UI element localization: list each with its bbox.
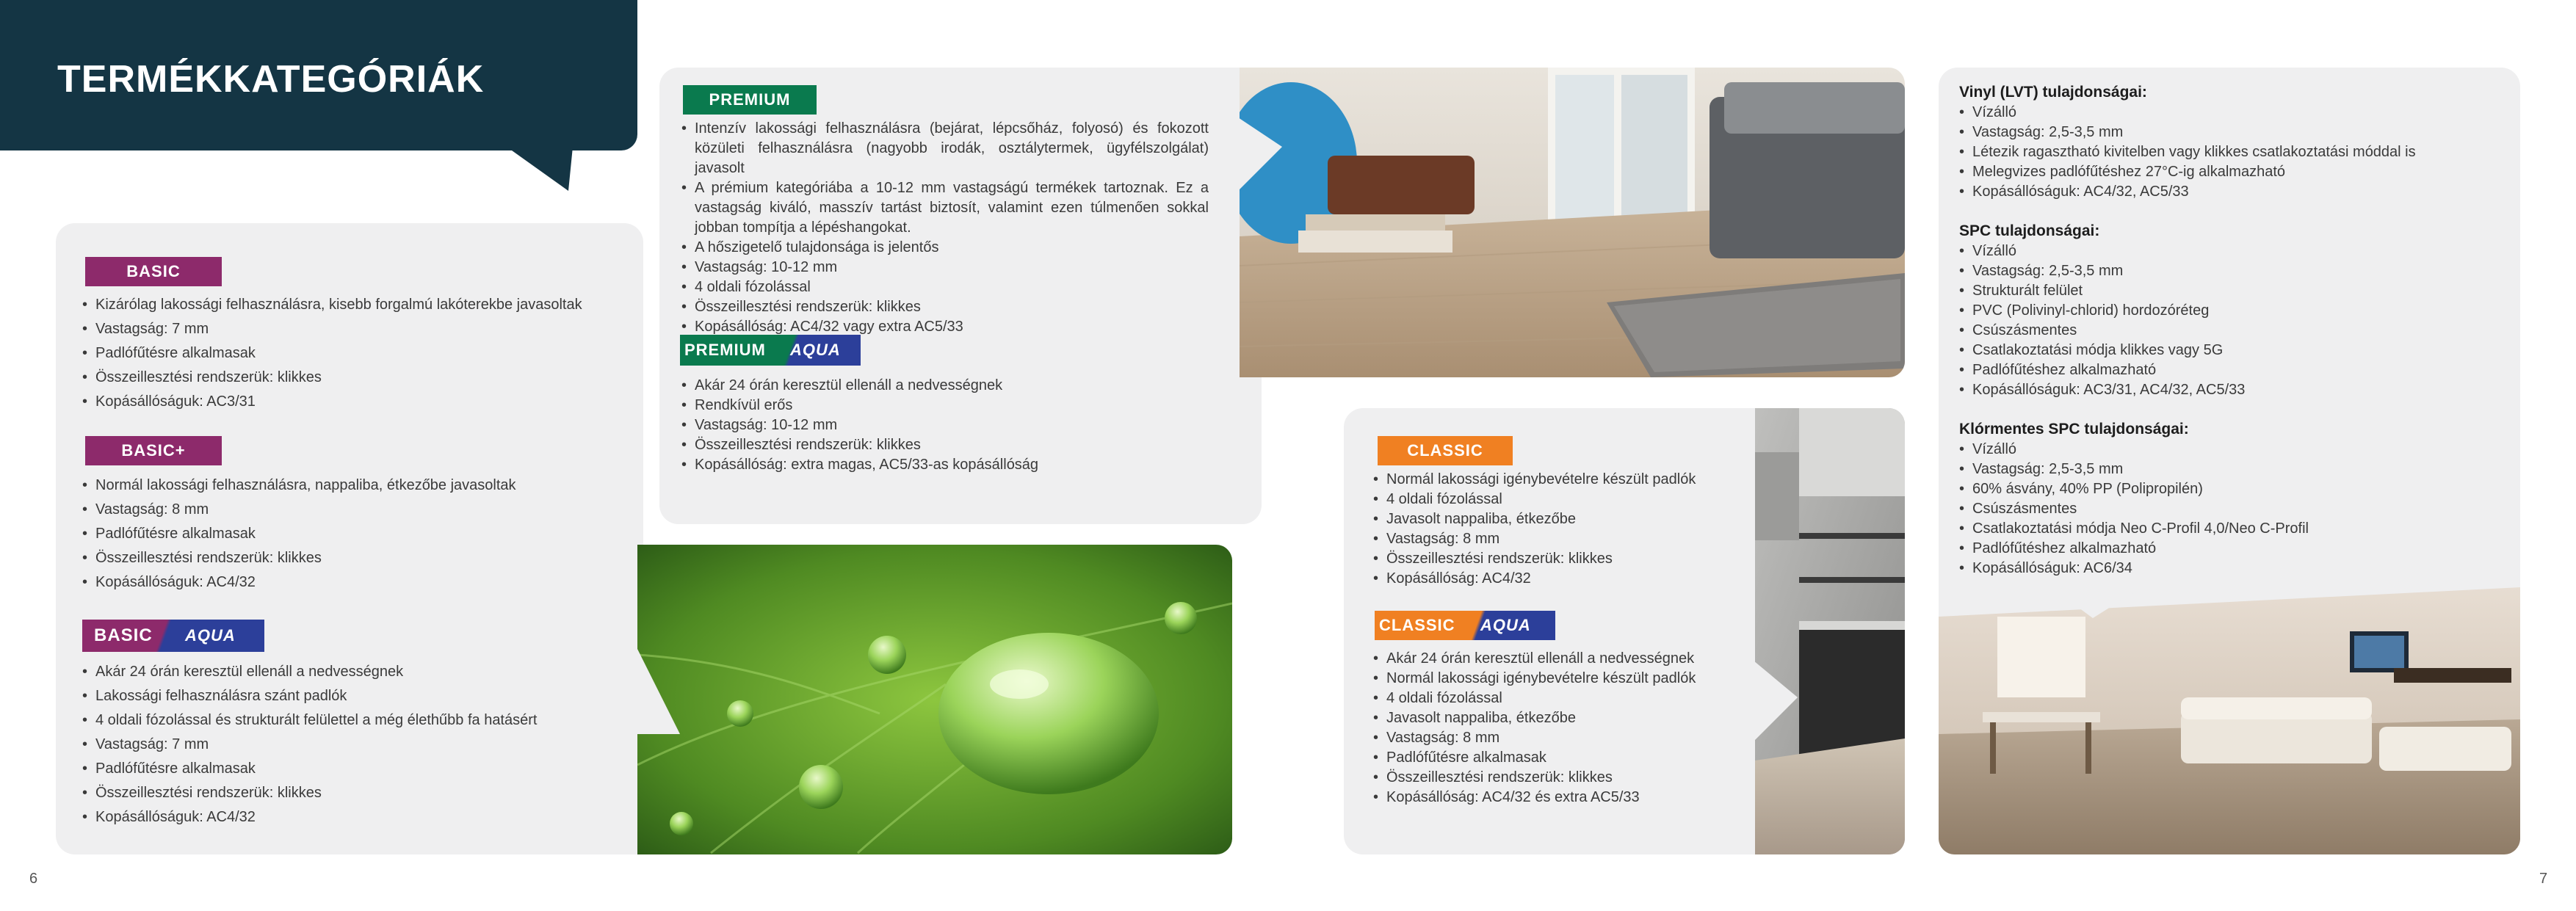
leaf-waterdrop-photo (637, 545, 1232, 854)
basic-plus-badge: BASIC+ (85, 436, 222, 465)
list-item: • Csatlakoztatási módja klikkes vagy 5G (1959, 341, 2503, 360)
page-number-left: 6 (29, 871, 38, 887)
classic-aqua-badge (1375, 611, 1555, 640)
list-item: • Vastagság: 10-12 mm (681, 415, 1240, 435)
list-item: • 60% ásvány, 40% PP (Polipropilén) (1959, 479, 2503, 499)
list-item: • Vízálló (1959, 440, 2503, 460)
list-item: • Kopásállóság: extra magas, AC5/33-as kopásállóság (681, 455, 1240, 475)
kitchen-photo-pointer (1754, 661, 1798, 741)
leaf-photo-pointer (636, 646, 680, 734)
list-item: • Kopásállóságuk: AC4/32 (82, 573, 626, 592)
list-item: • Vastagság: 8 mm (1373, 728, 1770, 748)
vinyl-section (1959, 82, 2503, 578)
kitchen-photo (1755, 408, 1905, 854)
basic-badge: BASIC (85, 257, 222, 286)
list-item: • Kizárólag lakossági felhasználásra, kisebb forgalmú lakóterekbe javasoltak (82, 295, 626, 315)
list-item: • Rendkívül erős (681, 396, 1240, 415)
vinyl-list (1959, 103, 2503, 202)
list-item: • Padlófűtésre alkalmasak (82, 344, 626, 363)
list-item: • 4 oldali fózolással (1373, 689, 1770, 708)
list-item: • Összeillesztési rendszerük: klikkes (82, 368, 626, 388)
living-room-photo (1240, 68, 1905, 377)
classic-list (1373, 470, 1770, 589)
list-item: • Kopásállóságuk: AC4/32 (82, 807, 626, 827)
list-item: • Strukturált felület (1959, 281, 2503, 301)
list-item: • Normál lakossági igénybevételre készült padlók (1373, 470, 1770, 490)
list-item: • Vastagság: 10-12 mm (681, 258, 1209, 277)
basic-list (82, 295, 626, 412)
list-item: • Csúszásmentes (1959, 321, 2503, 341)
list-item: • PVC (Polivinyl-chlorid) hordozóréteg (1959, 301, 2503, 321)
list-item: • Padlófűtésre alkalmasak (82, 759, 626, 779)
basic-plus-list (82, 476, 626, 592)
list-item: • Javasolt nappaliba, étkezőbe (1373, 509, 1770, 529)
classic-aqua-badge-left: CLASSIC (1379, 616, 1455, 634)
page-title: TERMÉKKATEGÓRIÁK (57, 58, 485, 101)
list-item: • Akár 24 órán keresztül ellenáll a nedvességnek (1373, 649, 1770, 669)
list-item: • Kopásállóságuk: AC4/32, AC5/33 (1959, 182, 2503, 202)
leaf-illustration (637, 545, 1232, 854)
list-item: • Összeillesztési rendszerük: klikkes (82, 548, 626, 568)
list-item: • Vízálló (1959, 242, 2503, 261)
interior-photo-pointer (2049, 586, 2144, 623)
basic-aqua-list (82, 662, 626, 827)
list-item: • A hőszigetelő tulajdonsága is jelentős (681, 238, 1209, 258)
list-item: • Vastagság: 8 mm (82, 500, 626, 520)
list-item: • Melegvizes padlófűtéshez 27°C-ig alkalmazható (1959, 162, 2503, 182)
list-item: • Akár 24 órán keresztül ellenáll a nedvességnek (82, 662, 626, 682)
list-item: • Vízálló (1959, 103, 2503, 123)
list-item: • Összeillesztési rendszerük: klikkes (82, 783, 626, 803)
interior-photo (1939, 587, 2520, 854)
list-item: • Létezik ragasztható kivitelben vagy klikkes csatlakoztatási móddal is (1959, 142, 2503, 162)
list-item: • 4 oldali fózolással és strukturált felülettel a még élethűbb fa hatásért (82, 711, 626, 730)
list-item: • 4 oldali fózolással (681, 277, 1209, 297)
living-room-illustration (1240, 68, 1905, 377)
list-item: • Intenzív lakossági felhasználásra (bejárat, lépcsőház, folyosó) és fokozott közületi felhasználásra (nagyobb irodák, osztálytermek, ügyfélszolgálat) javasolt (681, 119, 1209, 178)
living-room-photo-pointer (1238, 117, 1282, 191)
list-item: • Padlófűtéshez alkalmazható (1959, 539, 2503, 559)
list-item: • Normál lakossági igénybevételre készült padlók (1373, 669, 1770, 689)
list-item: • Padlófűtéshez alkalmazható (1959, 360, 2503, 380)
spc-list (1959, 242, 2503, 400)
classic-badge: CLASSIC (1378, 436, 1513, 465)
klormentes-list (1959, 440, 2503, 578)
premium-aqua-badge-left: PREMIUM (684, 341, 766, 359)
list-item: • Kopásállóság: AC4/32 és extra AC5/33 (1373, 788, 1770, 807)
list-item: • Normál lakossági felhasználásra, nappaliba, étkezőbe javasoltak (82, 476, 626, 496)
list-item: • Összeillesztési rendszerük: klikkes (1373, 768, 1770, 788)
basic-aqua-badge-right: AQUA (185, 626, 236, 645)
classic-aqua-list (1373, 649, 1770, 807)
premium-badge: PREMIUM (683, 85, 817, 115)
title-banner (0, 0, 637, 150)
list-item: • Összeillesztési rendszerük: klikkes (1373, 549, 1770, 569)
premium-aqua-list (681, 376, 1240, 475)
list-item: • Padlófűtésre alkalmasak (82, 524, 626, 544)
list-item: • Vastagság: 7 mm (82, 735, 626, 755)
list-item: • 4 oldali fózolással (1373, 490, 1770, 509)
klormentes-title: Klórmentes SPC tulajdonságai: (1959, 421, 2189, 438)
list-item: • Kopásállóságuk: AC3/31 (82, 392, 626, 412)
list-item: • Összeillesztési rendszerük: klikkes (681, 435, 1240, 455)
page-number-right: 7 (2539, 871, 2548, 887)
list-item: • A prémium kategóriába a 10-12 mm vastagságú termékek tartoznak. Ez a vastagság kiváló, masszív tartást biztosít, valamint ezen túlmenően sokkal jobban tompítja a lépéshangokat. (681, 178, 1209, 238)
basic-aqua-badge (82, 620, 264, 652)
list-item: • Kopásállóságuk: AC6/34 (1959, 559, 2503, 578)
list-item: • Összeillesztési rendszerük: klikkes (681, 297, 1209, 317)
list-item: • Padlófűtésre alkalmasak (1373, 748, 1770, 768)
interior-illustration (1939, 587, 2520, 854)
spc-title: SPC tulajdonságai: (1959, 222, 2100, 239)
classic-aqua-badge-right: AQUA (1480, 616, 1531, 634)
list-item: • Lakossági felhasználásra szánt padlók (82, 686, 626, 706)
kitchen-illustration (1755, 408, 1905, 854)
list-item: • Akár 24 órán keresztül ellenáll a nedvességnek (681, 376, 1240, 396)
list-item: • Vastagság: 2,5-3,5 mm (1959, 460, 2503, 479)
title-banner-pointer (507, 147, 580, 192)
list-item: • Kopásállóságuk: AC3/31, AC4/32, AC5/33 (1959, 380, 2503, 400)
list-item: • Csatlakoztatási módja Neo C-Profil 4,0/Neo C-Profil (1959, 519, 2503, 539)
list-item: • Kopásállóság: AC4/32 vagy extra AC5/33 (681, 317, 1209, 337)
vinyl-title: Vinyl (LVT) tulajdonságai: (1959, 84, 2147, 101)
list-item: • Vastagság: 7 mm (82, 319, 626, 339)
premium-list (681, 119, 1209, 337)
list-item: • Vastagság: 8 mm (1373, 529, 1770, 549)
list-item: • Kopásállóság: AC4/32 (1373, 569, 1770, 589)
premium-aqua-badge (680, 335, 861, 366)
list-item: • Vastagság: 2,5-3,5 mm (1959, 261, 2503, 281)
list-item: • Vastagság: 2,5-3,5 mm (1959, 123, 2503, 142)
list-item: • Javasolt nappaliba, étkezőbe (1373, 708, 1770, 728)
basic-aqua-badge-left: BASIC (94, 625, 153, 645)
premium-aqua-badge-right: AQUA (790, 341, 841, 359)
list-item: • Csúszásmentes (1959, 499, 2503, 519)
